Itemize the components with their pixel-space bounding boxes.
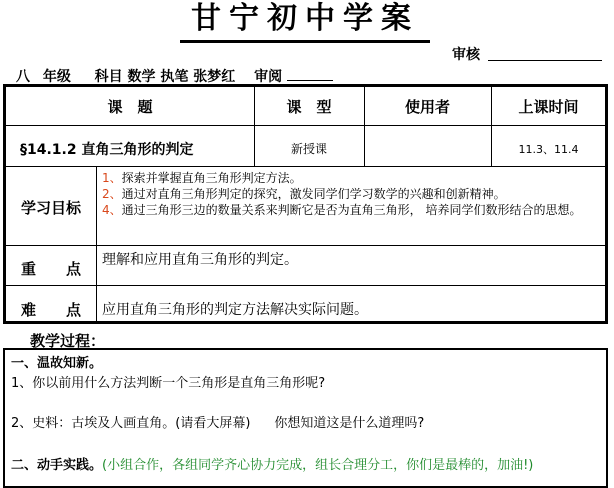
process-box bbox=[3, 348, 608, 488]
label-column-divider bbox=[96, 166, 97, 324]
lesson-type: 新授课 bbox=[290, 142, 327, 156]
key-point-label: 重 点 bbox=[20, 260, 81, 278]
grade-suffix: 年级 bbox=[42, 69, 71, 85]
lesson-time: 11.3、11.4 bbox=[518, 143, 579, 156]
lesson-topic: §14.1.2 直角三角形的判定 bbox=[20, 142, 194, 158]
reviewer-label: 审阅 bbox=[254, 69, 283, 85]
writer-label: 执笔 bbox=[160, 69, 189, 85]
grade-value: 八 bbox=[8, 66, 38, 87]
subject-value: 数学 bbox=[128, 66, 156, 87]
subject-label: 科目 bbox=[94, 69, 123, 85]
question-1: 1、你以前用什么方法判断一个三角形是直角三角形呢? bbox=[11, 376, 326, 391]
header-type: 课 型 bbox=[286, 98, 332, 116]
writer-value: 张梦红 bbox=[193, 66, 249, 87]
header-user: 使用者 bbox=[404, 98, 450, 116]
goals-list bbox=[102, 170, 604, 218]
reviewer-blank bbox=[287, 80, 333, 81]
review-section-title: 一、温故知新。 bbox=[11, 356, 103, 371]
header-topic: 课 题 bbox=[107, 98, 153, 116]
practice-line bbox=[11, 454, 533, 473]
review-blank-line bbox=[488, 60, 602, 61]
practice-title: 二、动手实践。 bbox=[11, 458, 103, 473]
header-time: 上课时间 bbox=[518, 98, 579, 116]
process-title: 教学过程： bbox=[30, 332, 106, 350]
table-row-divider bbox=[6, 125, 606, 126]
review-label: 审核 bbox=[452, 47, 480, 63]
goal-item: 4、通过三角形三边的数量关系来判断它是否为直角三角形， 培养同学们数形结合的思想。 bbox=[102, 203, 582, 217]
goals-label: 学习目标 bbox=[20, 199, 81, 217]
goal-item: 1、探索并掌握直角三角形判定方法。 bbox=[102, 171, 302, 185]
lesson-info-table bbox=[3, 84, 608, 324]
difficulty-label: 难 点 bbox=[20, 301, 81, 319]
question-2: 2、史料：古埃及人画直角。(请看大屏幕) 你想知道这是什么道理吗? bbox=[11, 416, 425, 431]
practice-text: (小组合作，各组同学齐心协力完成，组长合理分工，你们是最棒的，加油!) bbox=[102, 458, 534, 473]
goal-item: 2、通过对直角三角形判定的探究，激发同学们学习数学的兴趣和创新精神。 bbox=[102, 187, 506, 201]
difficulty-text: 应用直角三角形的判定方法解决实际问题。 bbox=[102, 302, 368, 318]
page-title: 甘宁初中学案 bbox=[180, 0, 430, 43]
key-point-text: 理解和应用直角三角形的判定。 bbox=[102, 252, 298, 268]
